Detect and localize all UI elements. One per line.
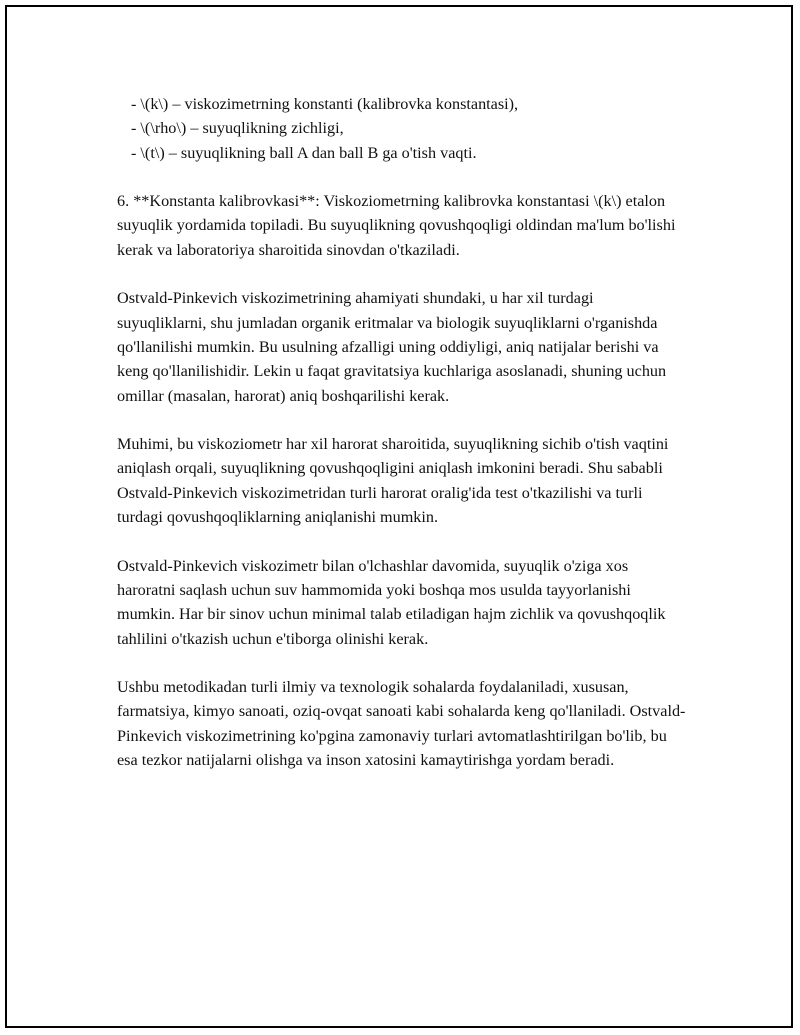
paragraph-measurement: Ostvald-Pinkevich viskozimetr bilan o'lchashlar davomida, suyuqlik o'ziga xos haroratni saqlash uchun suv hammomida yoki boshqa mos usulda tayyorlanishi mumkin. Har bir sinov uchun minimal talab etiladigan hajm zichlik va qovushqoqlik tahlilini o'tkazish uchun e'tiborga olinishi kerak. <box>117 556 666 648</box>
paragraph-calibration: 6. **Konstanta kalibrovkasi**: Viskoziometrning kalibrovka konstantasi \(k\) etalon suyuqlik yordamida topiladi. Bu suyuqlikning qovushqoqligi oldindan ma'lum bo'lishi kerak va laboratoriya sharoitida sinovdan o'tkaziladi. <box>117 192 676 259</box>
paragraph-importance: Ostvald-Pinkevich viskozimetrining ahamiyati shundaki, u har xil turdagi suyuqliklarni, shu jumladan organik eritmalar va biologik suyuqliklarni o'rganishda qo'llanilishi mumkin. Bu usulning afzalligi uning oddiyligi, aniq natijalar berishi va keng qo'llanilishidir. Lekin u faqat gravitatsiya kuchlariga asoslanadi, shuning uchun omillar (masalan, harorat) aniq boshqarilishi kerak. <box>117 289 667 405</box>
paragraph-applications: Ushbu metodikadan turli ilmiy va texnologik sohalarda foydalaniladi, xususan, farmatsiya, kimyo sanoati, oziq-ovqat sanoati kabi sohalarda keng qo'llaniladi. Ostvald-Pinkevich viskozimetrining ko'pgina zamonaviy turlari avtomatlashtirilgan bo'lib, bu esa tezkor natijalarni olishga va inson xatosini kamaytirishga yordam beradi. <box>117 678 686 770</box>
variable-list <box>117 92 687 165</box>
list-item: - \(t\) – suyuqlikning ball A dan ball B ga o'tish vaqti. <box>131 143 477 162</box>
document-body <box>117 92 687 772</box>
list-item: - \(k\) – viskozimetrning konstanti (kalibrovka konstantasi), <box>131 95 519 113</box>
paragraph-temperature: Muhimi, bu viskoziometr har xil harorat sharoitida, suyuqlikning sichib o'tish vaqtini aniqlash orqali, suyuqlikning qovushqoqligini aniqlash imkonini beradi. Shu sababli Ostvald-Pinkevich viskozimetridan turli harorat oralig'ida test o'tkazilishi va turli turdagi qovushqoqliklarning aniqlanishi mumkin. <box>117 435 669 527</box>
list-item: - \(\rho\) – suyuqlikning zichligi, <box>131 119 344 138</box>
